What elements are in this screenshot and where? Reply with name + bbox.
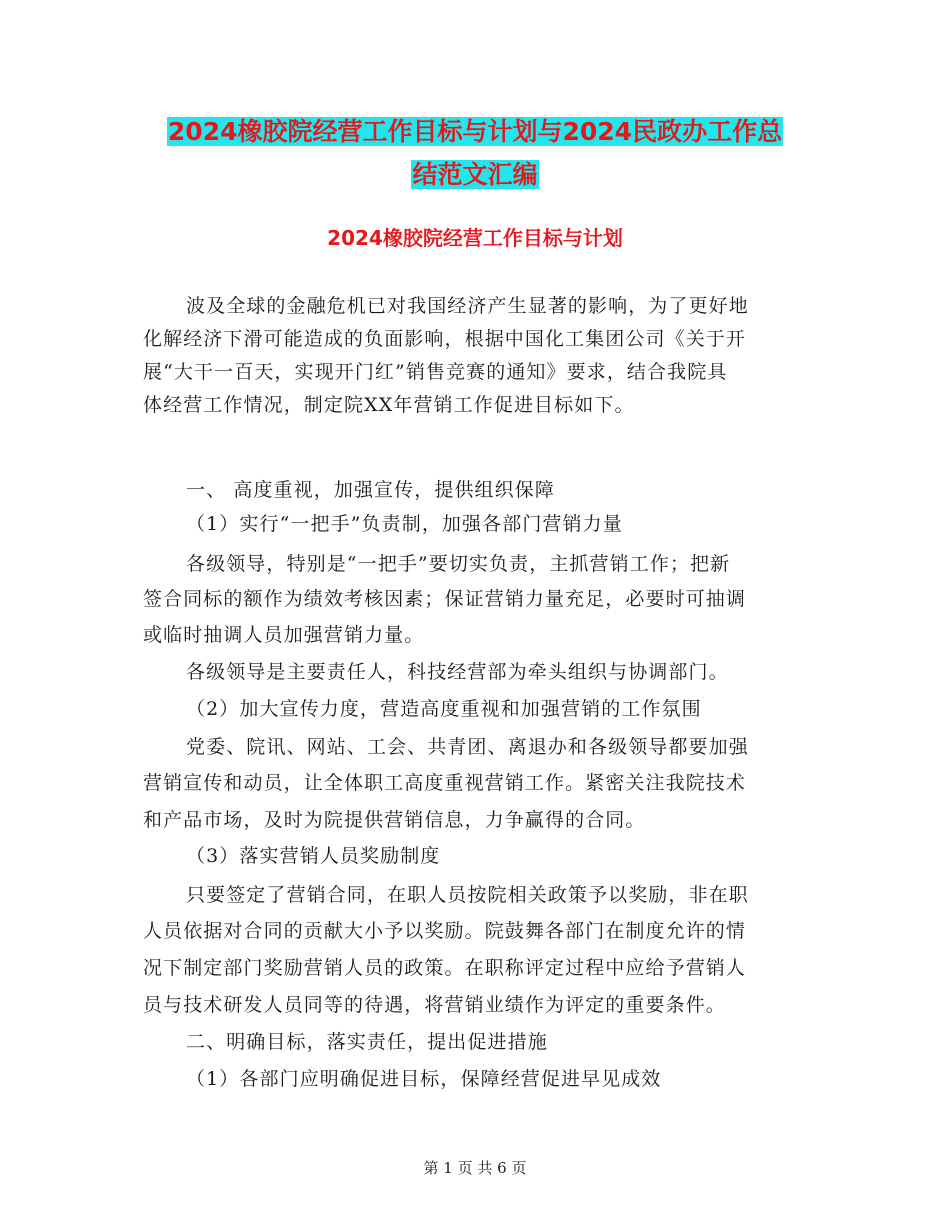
section-title: 2024橡胶院经营工作目标与计划 <box>327 226 623 250</box>
paragraph-line: 波及全球的金融危机已对我国经济产生显著的影响，为了更好地 <box>186 295 749 317</box>
paragraph-line: 化解经济下滑可能造成的负面影响，根据中国化工集团公司《关于开 <box>143 328 747 350</box>
subheading-line: （3）落实营销人员奖励制度 <box>186 845 441 867</box>
paragraph-line: 各级领导，特别是“一把手”要切实负责，主抓营销工作；把新 <box>186 553 731 575</box>
document-title-line-2: 结范文汇编 <box>412 160 538 189</box>
paragraph-line: 只要签定了营销合同，在职人员按院相关政策予以奖励，非在职 <box>186 884 749 906</box>
heading-line: 二、明确目标，落实责任，提出促进措施 <box>186 1031 548 1053</box>
subheading-line: （2）加大宣传力度，营造高度重视和加强营销的工作氛围 <box>186 698 702 720</box>
paragraph-line: 况下制定部门奖励营销人员的政策。在职称评定过程中应给予营销人 <box>143 957 747 979</box>
paragraph-line: 或临时抽调人员加强营销力量。 <box>143 624 425 646</box>
paragraph-line: 体经营工作情况，制定院XX年营销工作促进目标如下。 <box>143 394 635 416</box>
subheading-line: （1）实行“一把手”负责制，加强各部门营销力量 <box>186 513 623 535</box>
page-footer: 第 1 页 共 6 页 <box>423 1159 527 1177</box>
paragraph-line: 签合同标的额作为绩效考核因素；保证营销力量充足，必要时可抽调 <box>143 588 747 610</box>
paragraph-line: 党委、院讯、网站、工会、共青团、离退办和各级领导都要加强 <box>186 736 749 758</box>
paragraph-line: 各级领导是主要责任人，科技经营部为牵头组织与协调部门。 <box>186 661 729 683</box>
heading-line: 一、 高度重视，加强宣传，提供组织保障 <box>186 479 555 501</box>
paragraph-line: 展“大干一百天，实现开门红”销售竞赛的通知》要求，结合我院具 <box>143 361 728 383</box>
document-title-line-1: 2024橡胶院经营工作目标与计划与2024民政办工作总 <box>167 117 783 146</box>
paragraph-line: 和产品市场，及时为院提供营销信息，力争赢得的合同。 <box>143 809 646 831</box>
paragraph-line: 员与技术研发人员同等的待遇，将营销业绩作为评定的重要条件。 <box>143 994 726 1016</box>
paragraph-line: 人员依据对合同的贡献大小予以奖励。院鼓舞各部门在制度允许的情 <box>143 920 747 942</box>
paragraph-line: 营销宣传和动员，让全体职工高度重视营销工作。紧密关注我院技术 <box>143 772 747 794</box>
subheading-line: （1）各部门应明确促进目标，保障经营促进早见成效 <box>186 1068 662 1090</box>
